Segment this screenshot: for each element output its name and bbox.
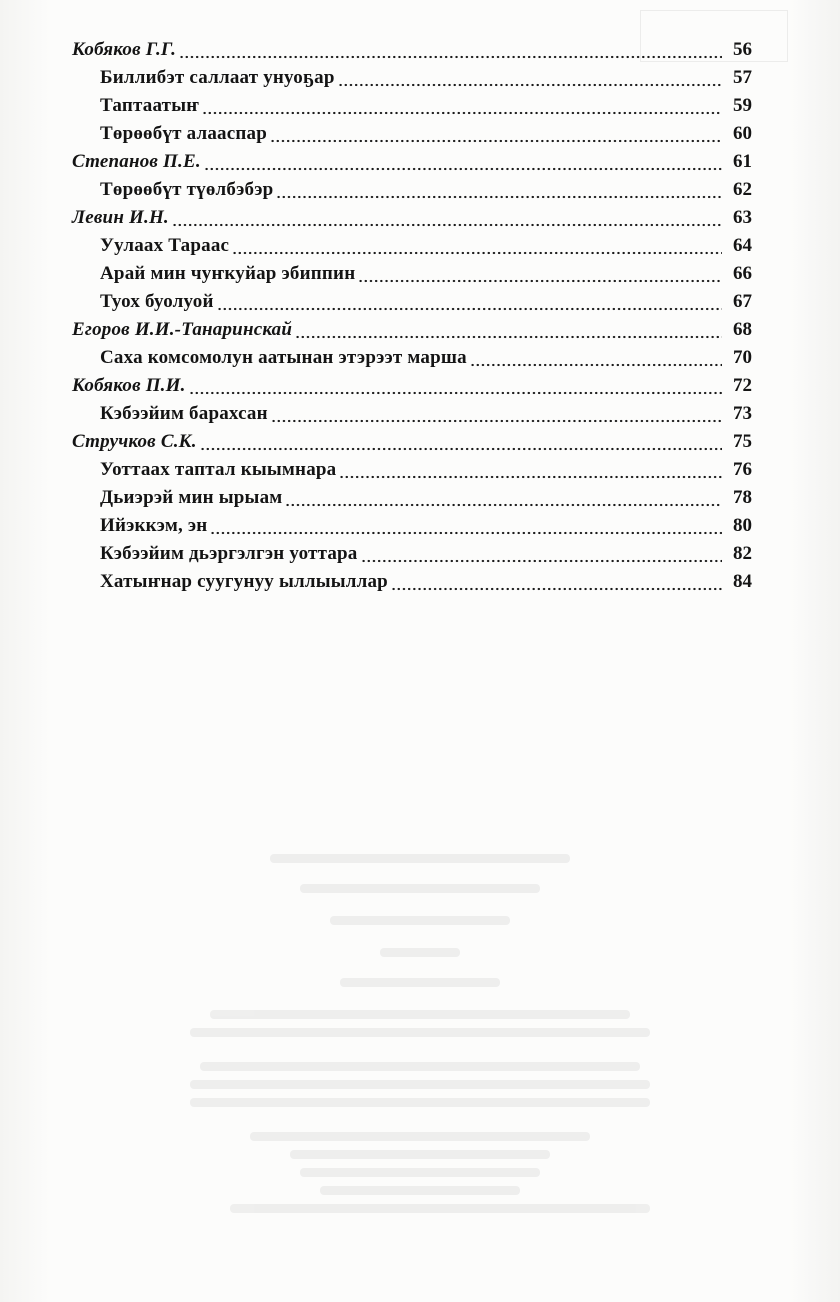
poem-title: Кэбээйим дьэргэлгэн уоттара xyxy=(100,543,358,564)
toc-author-entry xyxy=(0,36,840,64)
toc-poem-entry xyxy=(0,288,840,316)
poem-title: Таптаатыҥ xyxy=(100,95,200,116)
toc-author-entry xyxy=(0,372,840,400)
page-number: 57 xyxy=(733,67,752,88)
poem-title: Кэбээйим барахсан xyxy=(100,403,268,424)
poem-title: Ийэккэм, эн xyxy=(100,515,208,536)
page-number: 56 xyxy=(733,39,752,60)
author-name: Кобяков П.И. xyxy=(72,375,186,396)
toc-author-entry xyxy=(0,428,840,456)
poem-title: Арай мин чуҥкуйар эбиппин xyxy=(100,263,356,284)
dot-leader xyxy=(391,573,722,592)
page-number: 66 xyxy=(733,263,752,284)
dot-leader xyxy=(210,517,722,536)
toc-author-entry xyxy=(0,204,840,232)
toc-poem-entry xyxy=(0,540,840,568)
dot-leader xyxy=(338,69,722,88)
dot-leader xyxy=(358,265,722,284)
table-of-contents xyxy=(0,36,840,596)
dot-leader xyxy=(339,461,722,480)
page-number: 64 xyxy=(733,235,752,256)
author-name: Кобяков Г.Г. xyxy=(72,39,177,60)
poem-title: Хатыҥнар суугунуу ыллыыллар xyxy=(100,571,388,592)
poem-title: Төрөөбүт алааспар xyxy=(100,123,267,144)
dot-leader xyxy=(270,125,722,144)
dot-leader xyxy=(172,209,722,228)
page-number: 68 xyxy=(733,319,752,340)
page-number: 82 xyxy=(733,543,752,564)
poem-title: Саха комсомолун аатынан этэрээт марша xyxy=(100,347,467,368)
toc-poem-entry xyxy=(0,260,840,288)
dot-leader xyxy=(271,405,722,424)
toc-poem-entry xyxy=(0,120,840,148)
show-through-imprint xyxy=(0,840,840,1220)
dot-leader xyxy=(204,153,722,172)
author-name: Левин И.Н. xyxy=(72,207,169,228)
poem-title: Төрөөбүт түөлбэбэр xyxy=(100,179,274,200)
page-number: 61 xyxy=(733,151,752,172)
page-number: 78 xyxy=(733,487,752,508)
dot-leader xyxy=(189,377,722,396)
toc-poem-entry xyxy=(0,484,840,512)
dot-leader xyxy=(361,545,722,564)
dot-leader xyxy=(200,433,722,452)
page-number: 80 xyxy=(733,515,752,536)
page-number: 76 xyxy=(733,459,752,480)
dot-leader xyxy=(232,237,722,256)
dot-leader xyxy=(276,181,722,200)
poem-title: Уулаах Тараас xyxy=(100,235,230,256)
toc-author-entry xyxy=(0,148,840,176)
poem-title: Уоттаах таптал кыымнара xyxy=(100,459,337,480)
toc-poem-entry xyxy=(0,456,840,484)
toc-poem-entry xyxy=(0,64,840,92)
page-number: 67 xyxy=(733,291,752,312)
toc-poem-entry xyxy=(0,232,840,260)
page-number: 70 xyxy=(733,347,752,368)
toc-poem-entry xyxy=(0,568,840,596)
toc-poem-entry xyxy=(0,400,840,428)
toc-poem-entry xyxy=(0,176,840,204)
dot-leader xyxy=(285,489,722,508)
page-number: 63 xyxy=(733,207,752,228)
toc-author-entry xyxy=(0,316,840,344)
toc-poem-entry xyxy=(0,512,840,540)
page-number: 73 xyxy=(733,403,752,424)
author-name: Стручков С.К. xyxy=(72,431,197,452)
toc-poem-entry xyxy=(0,92,840,120)
poem-title: Биллибэт саллаат унуоҕар xyxy=(100,67,335,88)
poem-title: Дьиэрэй мин ырыам xyxy=(100,487,283,508)
dot-leader xyxy=(217,293,722,312)
dot-leader xyxy=(202,97,722,116)
author-name: Егоров И.И.-Танаринскай xyxy=(72,319,293,340)
author-name: Степанов П.Е. xyxy=(72,151,201,172)
page-number: 75 xyxy=(733,431,752,452)
page-number: 84 xyxy=(733,571,752,592)
dot-leader xyxy=(179,41,722,60)
page-number: 62 xyxy=(733,179,752,200)
poem-title: Туох буолуой xyxy=(100,291,214,312)
toc-poem-entry xyxy=(0,344,840,372)
page-number: 72 xyxy=(733,375,752,396)
dot-leader xyxy=(470,349,722,368)
page-number: 59 xyxy=(733,95,752,116)
page-number: 60 xyxy=(733,123,752,144)
dot-leader xyxy=(295,321,722,340)
